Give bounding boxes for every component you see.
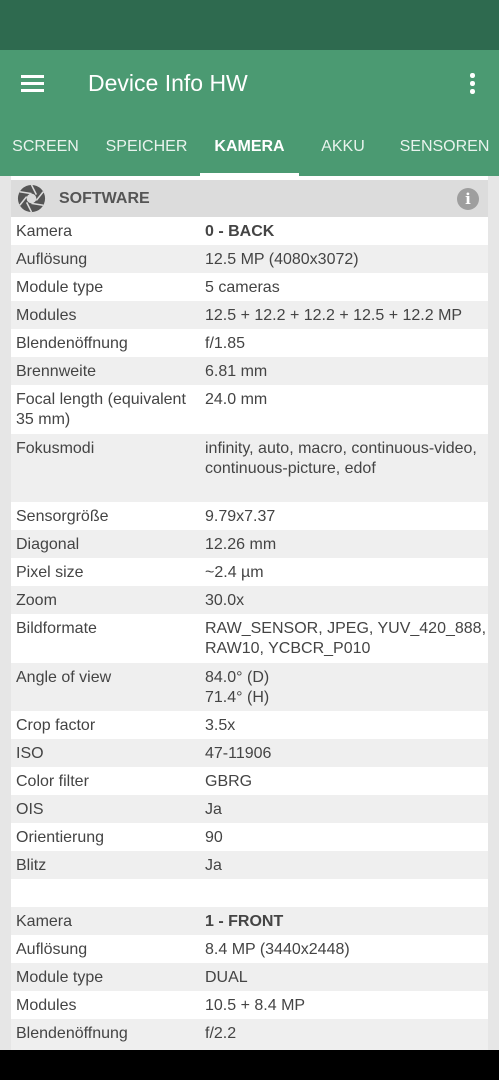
app-title: Device Info HW [88,70,248,96]
row-key: Diagonal [16,536,80,553]
row-value: f/2.2 [205,1025,237,1042]
row-value: 12.26 mm [205,536,277,553]
row-value: 12.5 MP (4080x3072) [205,251,359,268]
info-row [11,385,488,434]
info-row [11,823,488,851]
row-key: Orientierung [16,829,105,846]
row-key: Crop factor [16,717,96,734]
row-value: Ja [205,801,222,818]
row-key: Sensorgröße [16,508,109,525]
info-row [11,851,488,879]
info-row [11,739,488,767]
tab-kamera[interactable]: KAMERA [214,138,285,155]
section-header [11,180,488,217]
row-value: 0 - BACK [205,223,275,240]
row-key: ISO [16,745,44,762]
status-bar [0,0,499,50]
system-navigation-bar [0,1050,499,1080]
row-value: Ja [205,857,222,874]
tab-screen[interactable]: SCREEN [12,138,79,155]
info-row [11,502,488,530]
row-key: Brennweite [16,363,97,380]
row-key: Blendenöffnung [16,1025,128,1042]
info-row [11,1019,488,1050]
row-key: Focal length (equivalent 35 mm) [16,391,186,428]
row-value: 90 [205,829,223,846]
row-key: Blendenöffnung [16,335,128,352]
row-key: Kamera [16,223,73,240]
row-value: 1 - FRONT [205,913,284,930]
row-value: DUAL [205,969,248,986]
row-value: 12.5 + 12.2 + 12.2 + 12.5 + 12.2 MP [205,307,463,324]
info-row [11,614,488,663]
row-key: Auflösung [16,251,88,268]
row-value: 9.79x7.37 [205,508,276,525]
row-key: Kamera [16,913,73,930]
info-row [11,963,488,991]
row-key: Zoom [16,592,57,609]
row-key: Modules [16,997,77,1014]
row-value: 24.0 mm [205,391,268,408]
row-value: f/1.85 [205,335,246,352]
row-key: Angle of view [16,669,112,686]
menu-icon[interactable] [18,72,48,96]
row-value: 47-11906 [205,745,272,762]
tab-bar [0,118,499,176]
info-row [11,217,488,245]
row-key: Pixel size [16,564,84,581]
tab-sensoren[interactable]: SENSOREN [399,138,490,155]
row-key: Auflösung [16,941,88,958]
tab-speicher[interactable]: SPEICHER [105,138,188,155]
info-row [11,530,488,558]
row-key: Fokusmodi [16,440,95,457]
info-row [11,907,488,935]
info-row [11,935,488,963]
row-value: 5 cameras [205,279,280,296]
row-value: 84.0° (D) 71.4° (H) [205,669,270,706]
info-row [11,245,488,273]
row-value: RAW_SENSOR, JPEG, YUV_420_888, RAW10, YCBCR_P010 [205,620,487,657]
row-value: ~2.4 µm [205,564,264,581]
row-key: Color filter [16,773,89,790]
row-value: 6.81 mm [205,363,268,380]
row-key: Bildformate [16,620,97,637]
row-value: infinity, auto, macro, continuous-video, continuous-picture, edof [205,440,477,477]
more-options-icon[interactable] [460,70,484,98]
info-row [11,586,488,614]
row-value: 8.4 MP (3440x2448) [205,941,350,958]
row-key: OIS [16,801,44,818]
info-row [11,711,488,739]
info-row [11,558,488,586]
camera-info-list[interactable] [11,176,488,1050]
info-row [11,767,488,795]
info-row [11,273,488,301]
camera-aperture-icon [16,183,47,214]
section-title: SOFTWARE [59,190,150,207]
row-key: Module type [16,279,104,296]
row-key: Module type [16,969,104,986]
row-value: 10.5 + 8.4 MP [205,997,306,1014]
row-value: 3.5x [205,717,236,734]
info-row [11,301,488,329]
info-row [11,795,488,823]
row-key: Modules [16,307,77,324]
info-row [11,357,488,385]
info-icon[interactable]: i [457,188,479,210]
row-value: GBRG [205,773,253,790]
info-row [11,329,488,357]
info-row [11,434,488,502]
tab-akku[interactable]: AKKU [321,138,365,155]
row-value: 30.0x [205,592,245,609]
camera-separator-row [11,879,488,907]
info-row [11,991,488,1019]
row-key: Blitz [16,857,47,874]
app-bar [0,50,499,118]
info-row [11,663,488,711]
